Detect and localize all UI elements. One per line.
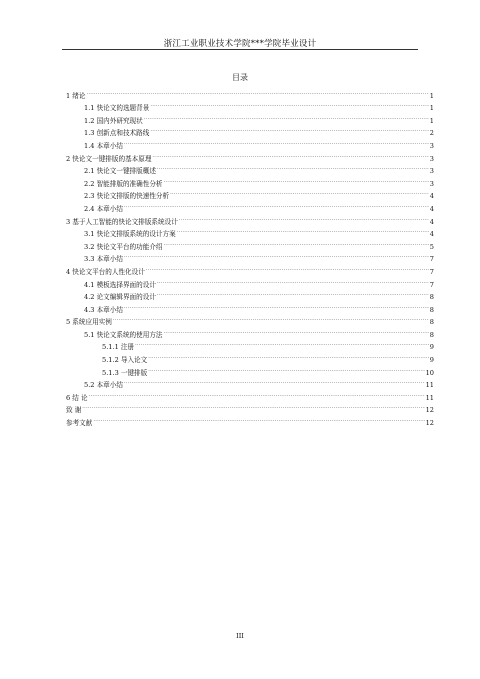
toc-entry-label: 5.1.1 注册 bbox=[102, 343, 135, 352]
toc-entry-page: 1 bbox=[429, 116, 434, 125]
toc-entry-page: 8 bbox=[429, 318, 434, 327]
toc-leader-dots bbox=[150, 123, 428, 136]
toc-entry-label: 1.3 创新点和技术路线 bbox=[84, 129, 150, 138]
toc-entry-page: 4 bbox=[429, 204, 434, 213]
table-of-contents bbox=[66, 85, 434, 428]
toc-leader-dots bbox=[82, 400, 424, 413]
toc-leader-dots bbox=[164, 236, 429, 249]
toc-leader-dots bbox=[177, 224, 429, 237]
toc-leader-dots bbox=[124, 375, 425, 388]
toc-leader-dots bbox=[124, 299, 429, 312]
toc-entry-label: 1.2 国内外研究现状 bbox=[84, 116, 143, 125]
toc-entry-label: 4 快论文平台的人性化设计 bbox=[66, 267, 145, 276]
toc-entry-label: 6 结 论 bbox=[66, 393, 88, 402]
toc-leader-dots bbox=[164, 324, 429, 337]
toc-leader-dots bbox=[135, 337, 429, 350]
toc-entry-page: 3 bbox=[429, 179, 434, 188]
toc-leader-dots bbox=[150, 98, 428, 111]
toc-entry-page: 7 bbox=[429, 267, 434, 276]
toc-leader-dots bbox=[157, 287, 429, 300]
toc-entry-page: 1 bbox=[429, 91, 434, 100]
header-rule bbox=[62, 49, 418, 50]
toc-entry-label: 2.4 本章小结 bbox=[84, 204, 123, 213]
toc-entry[interactable] bbox=[66, 400, 434, 413]
toc-entry-page: 11 bbox=[425, 381, 434, 390]
toc-leader-dots bbox=[86, 85, 428, 98]
toc-leader-dots bbox=[124, 135, 429, 148]
toc-entry-label: 2.1 快论文一键排版概述 bbox=[84, 167, 156, 176]
toc-entry-page: 8 bbox=[429, 330, 434, 339]
toc-leader-dots bbox=[157, 161, 429, 174]
toc-title: 目录 bbox=[232, 73, 248, 82]
toc-entry-page: 3 bbox=[429, 167, 434, 176]
toc-entry[interactable] bbox=[66, 312, 434, 325]
toc-leader-dots bbox=[124, 249, 429, 262]
toc-entry-label: 5.1.2 导入论文 bbox=[102, 356, 148, 365]
toc-leader-dots bbox=[179, 211, 429, 224]
toc-entry-page: 4 bbox=[429, 230, 434, 239]
toc-entry-page: 2 bbox=[429, 129, 434, 138]
toc-leader-dots bbox=[113, 312, 429, 325]
toc-entry-page: 11 bbox=[425, 393, 434, 402]
toc-entry-page: 3 bbox=[429, 154, 434, 163]
toc-entry-label: 3.1 快论文排版系统的设计方案 bbox=[84, 230, 176, 239]
toc-leader-dots bbox=[152, 148, 428, 161]
page-number: III bbox=[236, 632, 244, 640]
toc-entry-label: 3 基于人工智能的快论文排版系统设计 bbox=[66, 217, 178, 226]
toc-entry-label: 5.2 本章小结 bbox=[84, 381, 123, 390]
toc-entry-label: 1.1 快论文的选题背景 bbox=[84, 104, 150, 113]
toc-entry-label: 3.3 本章小结 bbox=[84, 255, 123, 264]
toc-entry-label: 致 谢 bbox=[66, 406, 82, 415]
toc-entry[interactable] bbox=[66, 324, 434, 337]
toc-leader-dots bbox=[93, 412, 424, 425]
toc-entry-page: 12 bbox=[425, 419, 434, 428]
toc-entry-page: 7 bbox=[429, 255, 434, 264]
toc-entry-label: 参考文献 bbox=[66, 419, 93, 428]
toc-leader-dots bbox=[148, 362, 424, 375]
toc-entry-label: 2.3 快论文排版的快速性分析 bbox=[84, 192, 170, 201]
toc-leader-dots bbox=[124, 198, 429, 211]
toc-entry-page: 9 bbox=[429, 343, 434, 352]
toc-entry-page: 3 bbox=[429, 141, 434, 150]
toc-leader-dots bbox=[148, 349, 429, 362]
toc-entry-label: 4.2 论文编辑界面的设计 bbox=[84, 293, 156, 302]
toc-entry-label: 4.3 本章小结 bbox=[84, 305, 123, 314]
toc-entry-page: 4 bbox=[429, 192, 434, 201]
toc-entry-page: 10 bbox=[425, 368, 434, 377]
toc-leader-dots bbox=[157, 274, 429, 287]
toc-entry[interactable] bbox=[66, 387, 434, 400]
toc-leader-dots bbox=[146, 261, 429, 274]
toc-leader-dots bbox=[89, 387, 425, 400]
toc-entry-page: 9 bbox=[429, 356, 434, 365]
toc-entry-label: 2 快论文一键排版的基本原理 bbox=[66, 154, 152, 163]
toc-entry-label: 4.1 模板选择界面的设计 bbox=[84, 280, 156, 289]
page-header: 浙江工业职业技术学院***学院毕业设计 bbox=[163, 39, 317, 49]
toc-entry-page: 4 bbox=[429, 217, 434, 226]
toc-entry-page: 1 bbox=[429, 104, 434, 113]
toc-entry-label: 5.1 快论文系统的使用方法 bbox=[84, 330, 163, 339]
toc-entry-page: 8 bbox=[429, 293, 434, 302]
toc-leader-dots bbox=[170, 186, 429, 199]
toc-leader-dots bbox=[144, 110, 429, 123]
toc-entry-page: 7 bbox=[429, 280, 434, 289]
toc-entry[interactable] bbox=[66, 98, 434, 111]
toc-entry-label: 1.4 本章小结 bbox=[84, 141, 123, 150]
toc-entry-label: 1 绪论 bbox=[66, 91, 86, 100]
toc-entry-label: 5 系统应用实例 bbox=[66, 318, 112, 327]
toc-entry[interactable] bbox=[66, 85, 434, 98]
toc-entry-label: 3.2 快论文平台的功能介绍 bbox=[84, 242, 163, 251]
toc-entry-label: 2.2 智能排版的准确性分析 bbox=[84, 179, 163, 188]
toc-entry-page: 5 bbox=[429, 242, 434, 251]
toc-entry-label: 5.1.3 一键排版 bbox=[102, 368, 148, 377]
toc-entry[interactable] bbox=[66, 412, 434, 428]
toc-entry-page: 12 bbox=[425, 406, 434, 415]
toc-leader-dots bbox=[164, 173, 429, 186]
toc-entry-page: 8 bbox=[429, 305, 434, 314]
